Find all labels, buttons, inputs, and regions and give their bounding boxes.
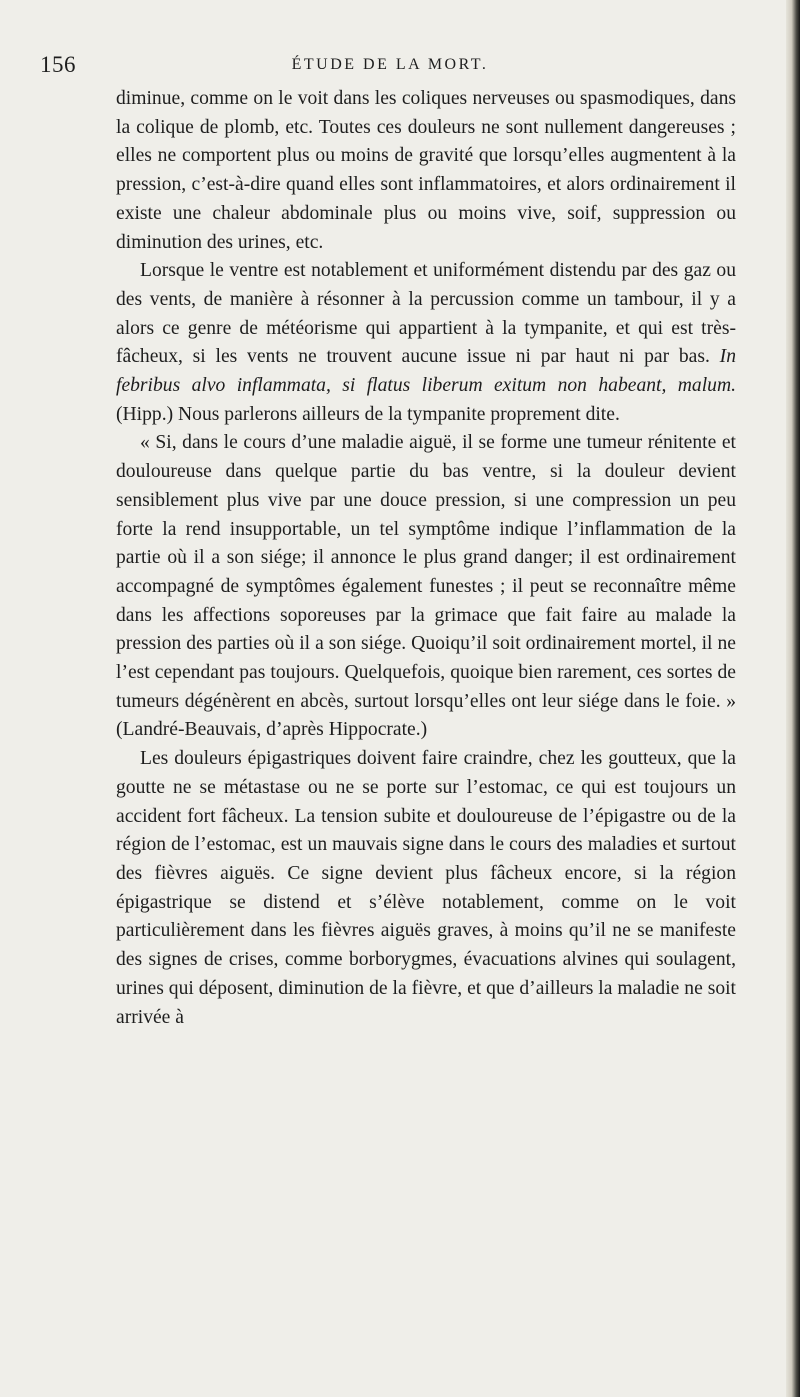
paragraph-2	[116, 257, 736, 429]
running-title: ÉTUDE DE LA MORT.	[291, 56, 489, 73]
latin-quotation: In febribus alvo inflammata, si flatus liberum exitum non habeant, malum.	[116, 346, 736, 397]
page-number: 156	[40, 52, 76, 77]
paragraph-2-text-before: Lorsque le ventre est notablement et uniformément distendu par des gaz ou des vents, de manière à résonner à la percussion comme un tambour, il y a alors ce genre de météorisme qui appartient à la tympanite, et qui est très-fâcheux, si les vents ne trouvent aucune issue ni par haut ni par bas.	[116, 260, 736, 368]
paragraph-2-text-after: (Hipp.) Nous parlerons ailleurs de la tympanite proprement dite.	[116, 403, 620, 425]
body-text	[116, 85, 736, 1032]
paragraph-3-quotation: « Si, dans le cours d’une maladie aiguë, il se forme une tumeur rénitente et douloureuse dans quelque partie du bas ventre, si la douleur devient sensiblement plus vive par une douce pression, si une compression un peu forte la rend insupportable, un tel symptôme indique l’inflammation de la partie où il a son siége; il annonce le plus grand danger; il est ordinairement accompagné de symptômes également funestes ; il peut se reconnaître même dans les affections soporeuses par la grimace que fait faire au malade la pression des parties où il a son siége. Quoiqu’il soit ordinairement mortel, il ne l’est cependant pas toujours. Quelquefois, quoique bien rarement, ces sortes de tumeurs dégénèrent en abcès, surtout lorsqu’elles ont leur siége dans le foie. » (Landré-Beauvais, d’après Hippocrate.)	[116, 432, 736, 741]
paragraph-4: Les douleurs épigastriques doivent faire craindre, chez les goutteux, que la goutte ne se métastase ou ne se porte sur l’estomac, ce qui est toujours un accident fort fâcheux. La tension subite et douloureuse de l’épigastre ou de la région de l’estomac, est un mauvais signe dans le cours des maladies et surtout des fièvres aiguës. Ce signe devient plus fâcheux encore, si la région épigastrique se distend et s’élève notablement, comme on le voit particulièrement dans les fièvres aiguës graves, à moins qu’il ne se manifeste des signes de crises, comme borborygmes, évacuations alvines qui soulagent, urines qui déposent, diminution de la fièvre, et que d’ailleurs la maladie ne soit arrivée à	[116, 748, 736, 1028]
page-edge-shadow	[786, 0, 800, 1397]
paragraph-1: diminue, comme on le voit dans les coliques nerveuses ou spasmodiques, dans la colique de plomb, etc. Toutes ces douleurs ne sont nullement dangereuses ; elles ne comportent plus ou moins de gravité que lorsqu’elles augmentent à la pression, c’est-à-dire quand elles sont inflammatoires, et alors ordinairement il existe une chaleur abdominale plus ou moins vive, soif, suppression ou diminution des urines, etc.	[116, 88, 736, 253]
